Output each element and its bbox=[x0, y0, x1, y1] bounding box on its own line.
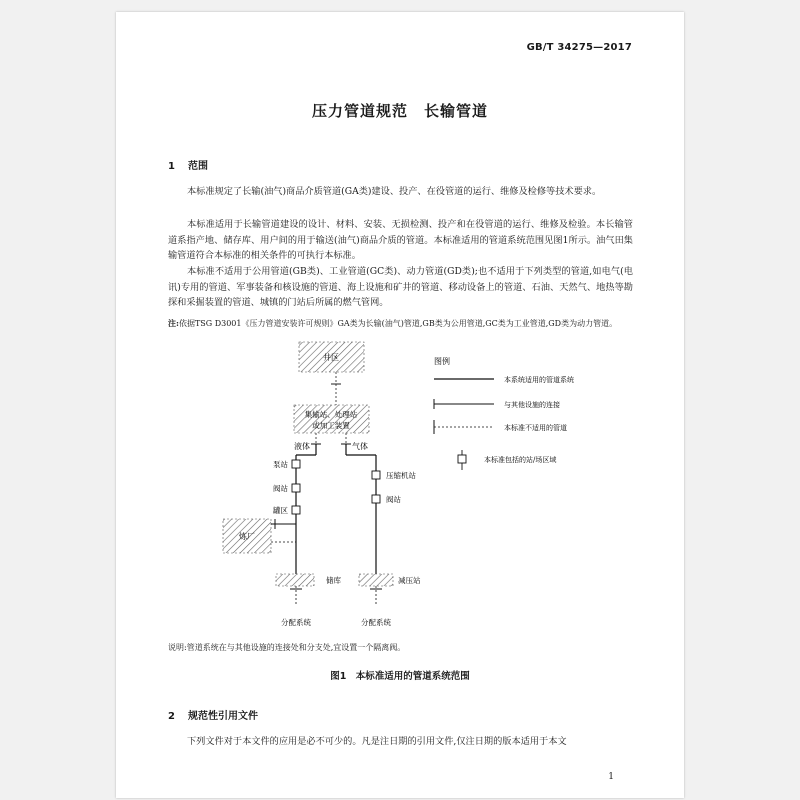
pump-station-symbol bbox=[292, 460, 300, 468]
field-area bbox=[299, 342, 364, 372]
section-2-title: 规范性引用文件 bbox=[188, 711, 258, 722]
gathering-label-line-2: 或加工装置 bbox=[312, 421, 350, 430]
pressure-reducing-label: 减压站 bbox=[398, 576, 421, 585]
page-number: 1 bbox=[608, 772, 614, 782]
compressor-station-label: 压缩机站 bbox=[386, 471, 416, 480]
valve-station-right-label: 阀站 bbox=[386, 495, 401, 504]
tank-area-symbol bbox=[292, 506, 300, 514]
figure-legend bbox=[434, 356, 574, 470]
pump-station-label: 泵站 bbox=[273, 460, 288, 469]
storage-label: 储库 bbox=[326, 576, 341, 585]
tank-area-label: 罐区 bbox=[273, 506, 288, 515]
gas-branch bbox=[341, 444, 376, 574]
legend-station-symbol bbox=[458, 455, 466, 463]
valve-station-left-label: 阀站 bbox=[273, 484, 288, 493]
legend-item-1: 本系统适用的管道系统 bbox=[504, 376, 574, 384]
section-2-number: 2 bbox=[168, 711, 175, 722]
document-page bbox=[116, 12, 684, 798]
section-1-title: 范围 bbox=[188, 161, 208, 172]
section-2-paragraph: 下列文件对于本文件的应用是必不可少的。凡是注日期的引用文件,仅注日期的版本适用于本文 bbox=[187, 736, 567, 747]
document-title: 压力管道规范 长输管道 bbox=[311, 102, 488, 120]
section-1-number: 1 bbox=[168, 161, 175, 172]
refinery-label: 炼厂 bbox=[239, 532, 255, 541]
refinery-area bbox=[223, 519, 271, 553]
section-1-paragraph-1: 本标准规定了长输(油气)商品介质管道(GA类)建设、投产、在役管道的运行、维修及检修等技术要求。 bbox=[187, 186, 602, 197]
note-label: 注: bbox=[168, 318, 179, 328]
gathering-station-area bbox=[294, 405, 369, 433]
legend-item-4: 本标准包括的站/场区域 bbox=[484, 456, 557, 464]
valve-station-right-symbol bbox=[372, 495, 380, 503]
gas-label: 气体 bbox=[352, 442, 368, 451]
pressure-reducing-area bbox=[359, 574, 393, 586]
legend-item-3: 本标准不适用的管道 bbox=[504, 424, 567, 432]
distribution-right-label: 分配系统 bbox=[361, 618, 391, 627]
compressor-station-symbol bbox=[372, 471, 380, 479]
distribution-left-label: 分配系统 bbox=[281, 618, 311, 627]
note-text: 依据TSG D3001《压力管道安装许可规则》GA类为长输(油气)管道,GB类为公用管道,GC类为工业管道,GD类为动力管道。 bbox=[178, 319, 618, 328]
storage-area bbox=[276, 574, 314, 586]
gathering-label-line-1: 集输站、处理站 bbox=[304, 410, 358, 419]
section-2-heading bbox=[168, 707, 258, 722]
section-1-paragraph-3: 本标准不适用于公用管道(GB类)、工业管道(GC类)、动力管道(GD类);也不适用于下列类型的管道,如电气(电讯)专用的管道、军事装备和核设施的管道、海上设施和矿井的管道、移动设备上的管道、石油、天然气、地热等勘探和采掘装置的管道、城镇的门站后所属的燃气管网。 bbox=[168, 266, 633, 308]
field-label: 井区 bbox=[323, 353, 339, 362]
section-1-paragraph-2: 本标准适用于长输管道建设的设计、材料、安装、无损检测、投产和在役管道的运行、维修及检验。本长输管道系指产地、储存库、用户间的用于输送(油气)商品介质的管道。本标准适用的管道系统范围见图1所示。油气田集输管道符合本标准的相关条件的可执行本标准。 bbox=[168, 219, 633, 261]
figure-caption: 图1 本标准适用的管道系统范围 bbox=[330, 671, 470, 682]
valve-station-left-symbol bbox=[292, 484, 300, 492]
liquid-label: 液体 bbox=[294, 442, 310, 451]
legend-item-2: 与其他设施的连接 bbox=[504, 401, 560, 409]
legend-title: 图例 bbox=[434, 357, 450, 366]
standard-number: GB/T 34275—2017 bbox=[526, 42, 632, 53]
figure-note: 说明:管道系统在与其他设施的连接处和分支处,宜设置一个隔离阀。 bbox=[168, 643, 406, 652]
